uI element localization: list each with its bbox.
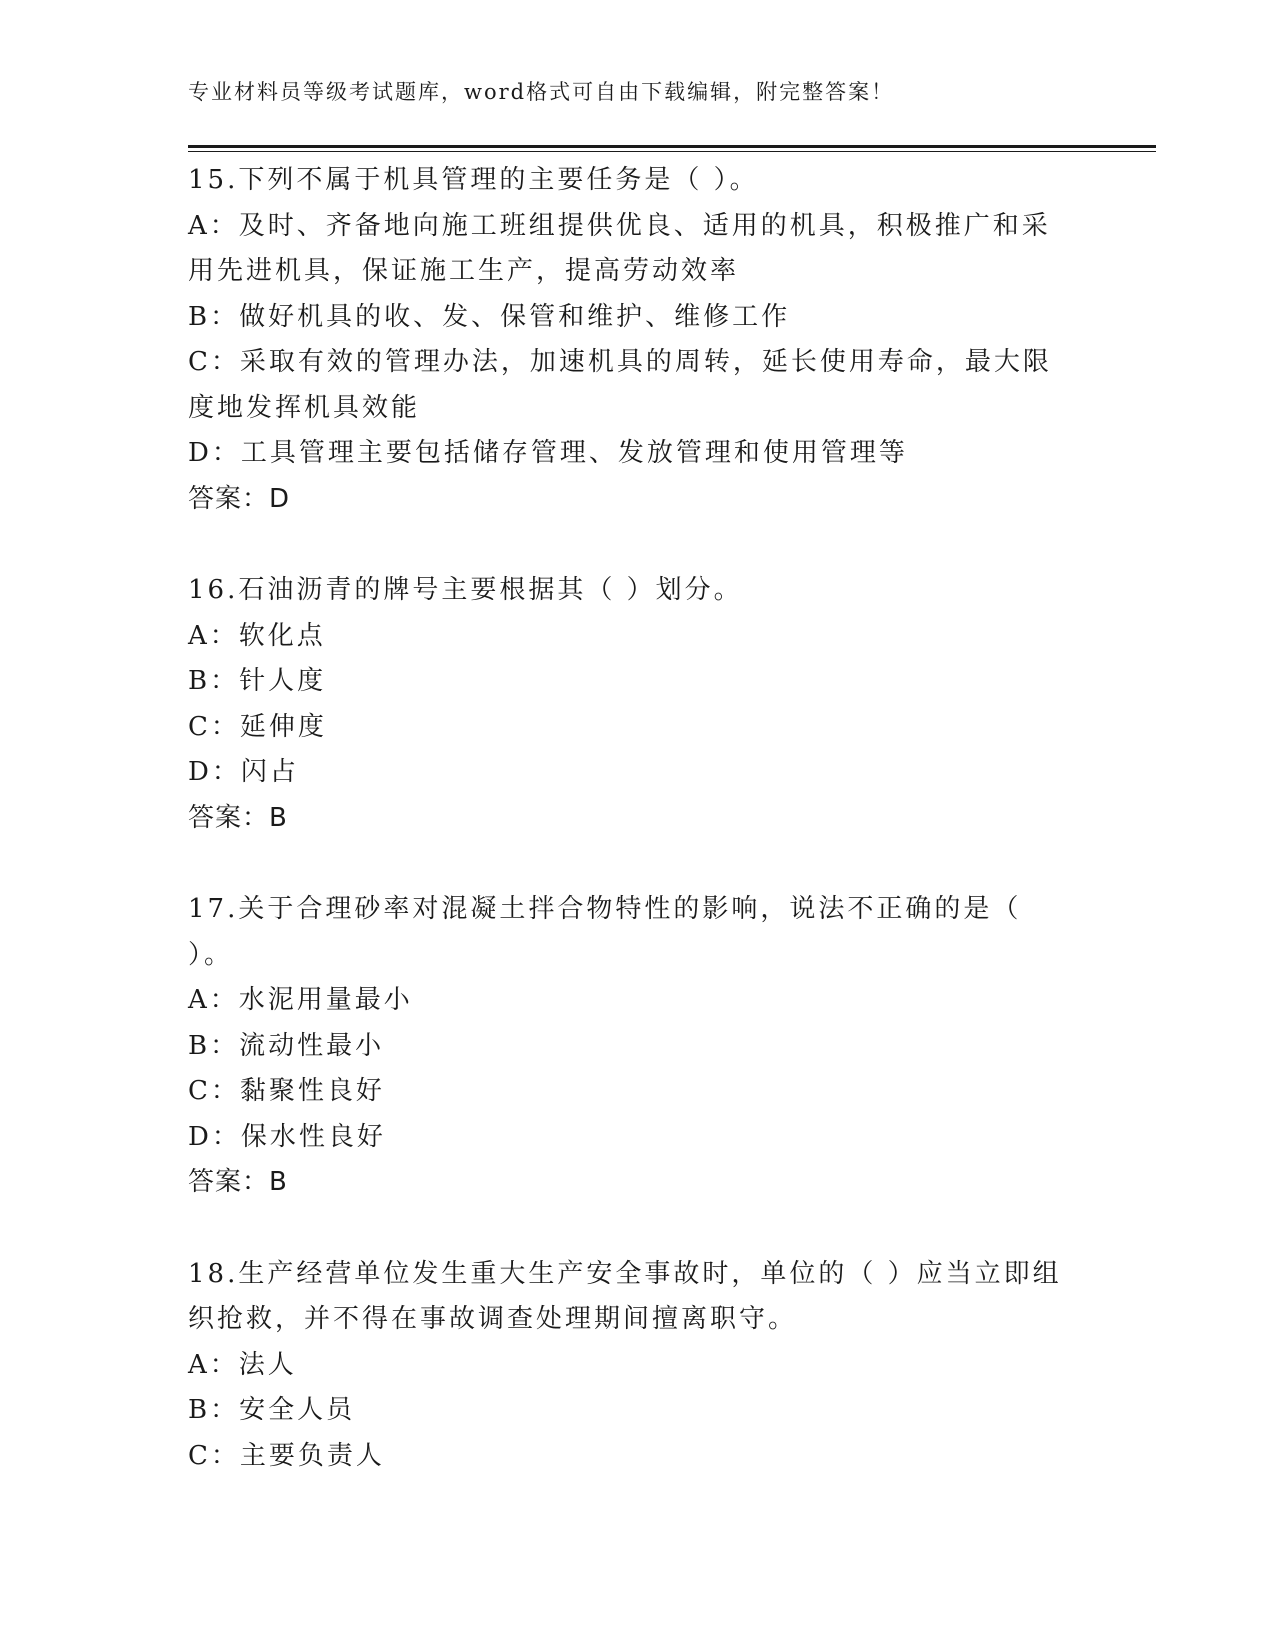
- answer-line: 答案：B: [188, 802, 288, 833]
- option-b: B：安全人员: [188, 1395, 356, 1425]
- option-a: A：及时、齐备地向施工班组提供优良、适用的机具，积极推广和采用先进机具，保证施工生产，提高劳动效率: [188, 210, 1051, 286]
- question-stem: 15.下列不属于机具管理的主要任务是（ ）。: [188, 165, 759, 195]
- question-stem: 18.生产经营单位发生重大生产安全事故时，单位的（ ）应当立即组织抢救，并不得在事故调查处理期间擅离职守。: [188, 1258, 1062, 1334]
- option-b: B：流动性最小: [188, 1030, 385, 1061]
- option-c: C：延伸度: [188, 711, 327, 742]
- option-c: C：主要负责人: [188, 1440, 385, 1471]
- option-d: D：保水性良好: [188, 1121, 386, 1152]
- option-c: C：黏聚性良好: [188, 1076, 385, 1106]
- option-c: C：采取有效的管理办法，加速机具的周转，延长使用寿命，最大限度地发挥机具效能: [188, 347, 1052, 423]
- question-17: [188, 887, 1068, 1206]
- question-stem: 17.关于合理砂率对混凝土拌合物特性的影响，说法不正确的是（ ）。: [188, 894, 1022, 970]
- option-d: D：工具管理主要包括储存管理、发放管理和使用管理等: [188, 438, 908, 468]
- option-a: A：软化点: [188, 620, 326, 651]
- answer-line: 答案：B: [188, 1167, 288, 1197]
- page-header: 专业材料员等级考试题库，word格式可自由下载编辑，附完整答案！: [188, 80, 895, 104]
- option-b: B：针人度: [188, 666, 327, 696]
- question-15: [188, 158, 1068, 522]
- header-rule-thin: [188, 151, 1156, 152]
- question-stem: 16.石油沥青的牌号主要根据其（ ）划分。: [188, 575, 743, 605]
- question-18: [188, 1252, 1068, 1480]
- option-d: D：闪占: [188, 757, 299, 787]
- option-a: A：水泥用量最小: [188, 985, 413, 1015]
- option-a: A：法人: [188, 1349, 297, 1380]
- option-b: B：做好机具的收、发、保管和维护、维修工作: [188, 301, 791, 332]
- question-16: [188, 568, 1068, 841]
- question-list: [188, 158, 1068, 1525]
- answer-line: 答案：D: [188, 483, 291, 514]
- header-rule-thick: [188, 145, 1156, 148]
